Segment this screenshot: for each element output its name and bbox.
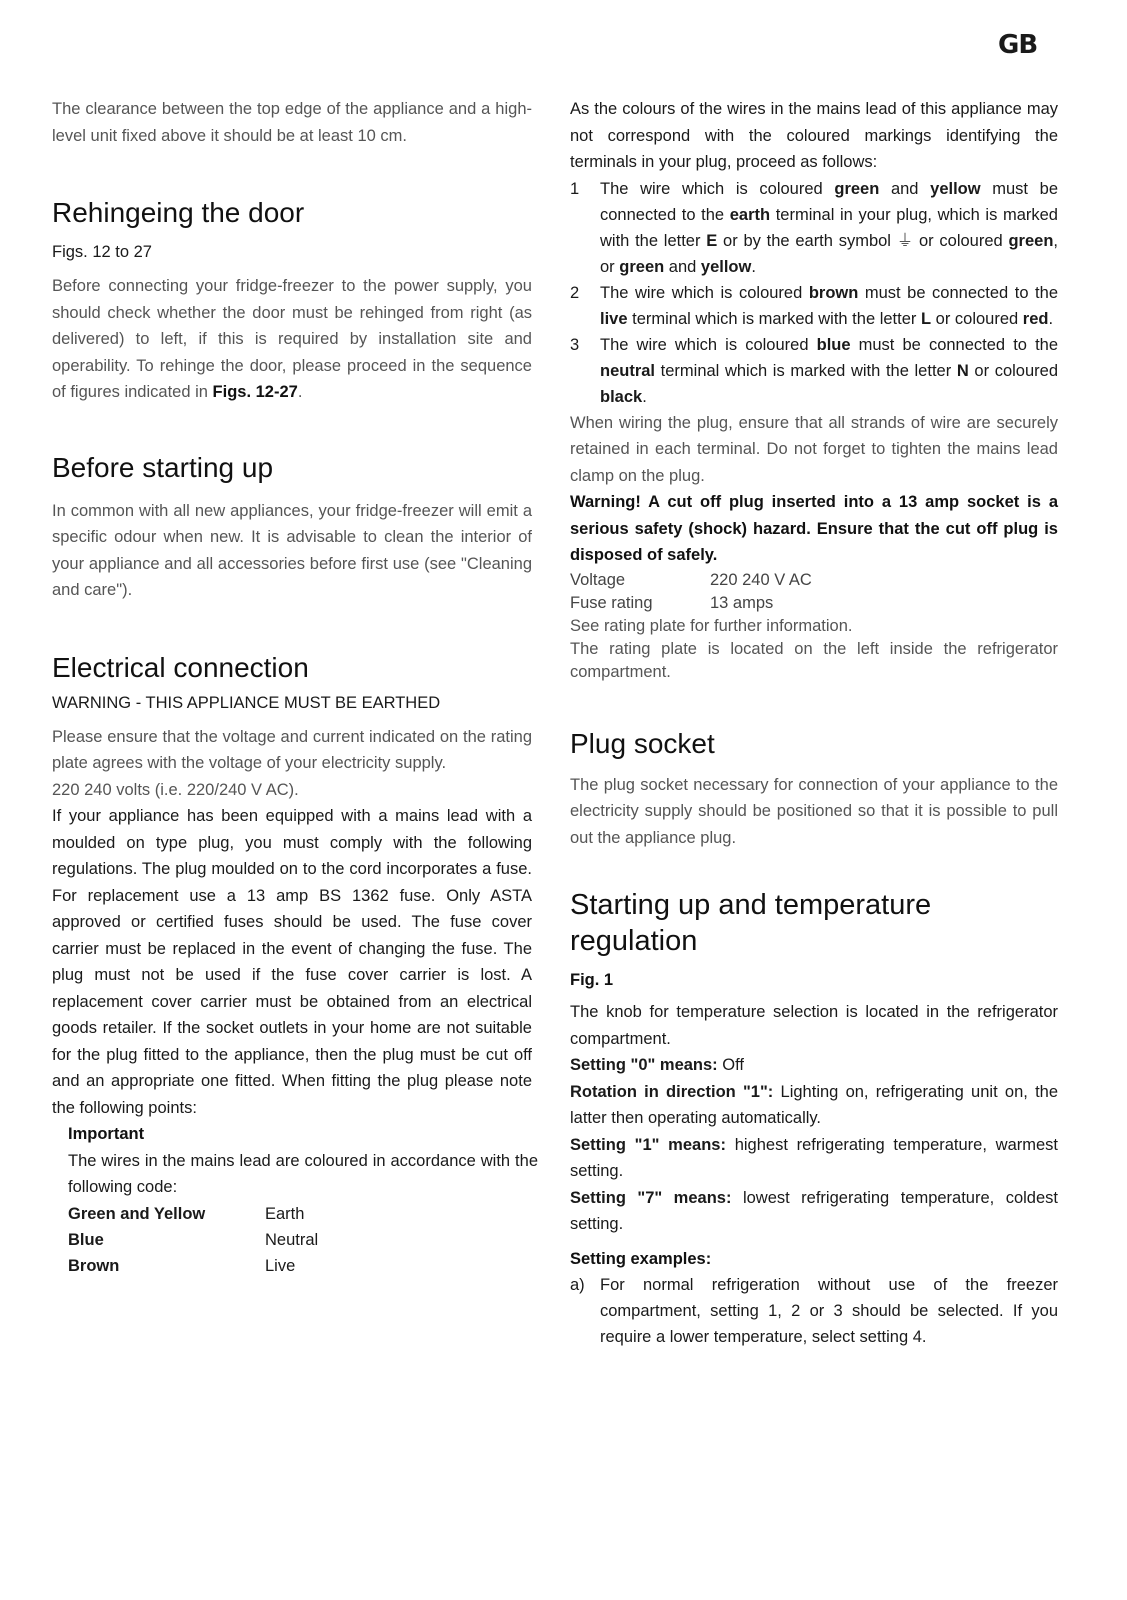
step-text: and xyxy=(879,179,931,198)
step-text: and xyxy=(664,257,701,276)
step-number: 2 xyxy=(570,283,580,302)
step-bold: live xyxy=(600,309,628,328)
electrical-p4: The wires in the mains lead are coloured in accordance with the following code: xyxy=(68,1151,538,1196)
step-bold: yellow xyxy=(930,179,981,198)
setting-label: Setting "7" means: xyxy=(570,1188,732,1207)
colour-code-row xyxy=(68,1227,552,1253)
spec-label: Voltage xyxy=(570,570,626,589)
colour-code-row xyxy=(68,1201,552,1227)
wire-colours-intro: As the colours of the wires in the mains lead of this appliance may not correspond with the coloured markings identifying the terminals in your plug, proceed as follows: xyxy=(570,100,1058,171)
wiring-steps xyxy=(570,176,1058,410)
step-text: or by the earth symbol ⏚ or coloured xyxy=(717,231,1009,250)
startup-body: The knob for temperature selection is located in the refrigerator compartment. xyxy=(570,1003,1058,1048)
rehinge-body-end: . xyxy=(297,383,303,401)
step-bold: L xyxy=(920,309,932,328)
step-text: terminal in your plug, which is marked with the letter xyxy=(600,205,1058,250)
step-bold: neutral xyxy=(600,361,656,380)
rehinge-body-text: Before connecting your fridge-freezer to the power supply, you should check whether the door must be rehinged from right (as delivered) to left, if this is required by installation site and operability. To rehinge the door, please proceed in the sequence of figures indicated in xyxy=(52,277,532,401)
step-text: The wire which is coloured xyxy=(600,283,809,302)
colour-name: Brown xyxy=(68,1256,120,1275)
important-label: Important xyxy=(68,1125,145,1143)
step-bold: green xyxy=(619,257,665,276)
example-marker: a) xyxy=(570,1276,585,1294)
step-bold: green xyxy=(834,179,880,198)
rehinge-figs: Figs. 12 to 27 xyxy=(52,243,152,261)
electrical-heading: Electrical connection xyxy=(52,651,309,683)
startup-fig: Fig. 1 xyxy=(570,971,614,989)
setting-label: Rotation in direction "1": xyxy=(570,1082,774,1101)
step-bold: E xyxy=(706,231,718,250)
electrical-p2: 220 240 volts (i.e. 220/240 V AC). xyxy=(52,780,299,799)
electrical-p3: If your appliance has been equipped with a mains lead with a moulded on type plug, you must comply with the following regulations. The plug moulded on to the cord incorporates a fuse. For replacement use a 13 amp BS 1362 fuse. Only ASTA approved or certified fuses should be used. The fuse cover carrier must be replaced in the event of changing the fuse. The plug must not be used if the fuse cover carrier is lost. A replacement cover carrier must be obtained from an electrical goods retailer. If the socket outlets in your home are not suitable for the plug fitted to the appliance, then the plug must be cut off and an appropriate one fitted. When fitting the plug please note the following points: xyxy=(52,807,532,1117)
startup-heading-line2: regulation xyxy=(570,925,698,957)
step-text: terminal which is marked with the letter xyxy=(655,361,957,380)
step-bold: earth xyxy=(729,205,771,224)
step-bold: black xyxy=(600,387,643,406)
plug-socket-body: The plug socket necessary for connection of your appliance to the electricity supply should be positioned so that it is possible to pull out the appliance plug. xyxy=(570,775,1058,847)
rehinge-body xyxy=(52,273,532,406)
step-bold: N xyxy=(956,361,969,380)
setting-line xyxy=(570,1185,1058,1238)
setting-text: lowest refrigerating temperature, coldest setting. xyxy=(570,1188,1058,1233)
colour-meaning: Live xyxy=(265,1256,296,1275)
colour-code-table xyxy=(68,1201,552,1279)
step-text: The wire which is coloured xyxy=(600,179,835,198)
wiring-step xyxy=(570,332,1058,410)
step-number: 1 xyxy=(570,179,580,198)
step-text: must be connected to the xyxy=(850,335,1059,354)
colour-name: Green and Yellow xyxy=(68,1204,206,1223)
setting-line xyxy=(570,1052,1058,1079)
spec-label: Fuse rating xyxy=(570,593,653,612)
step-text: The wire which is coloured xyxy=(600,335,817,354)
startup-heading-line1: Starting up and temperature xyxy=(570,889,932,921)
before-startup-body: In common with all new appliances, your fridge-freezer will emit a specific odour when new. It is advisable to clean the interior of your appliance and all accessories before first use (see "Cleaning and care"). xyxy=(52,501,532,599)
spec-row xyxy=(570,569,1058,592)
rehinge-body-figs: Figs. 12-27 xyxy=(212,383,298,401)
step-number: 3 xyxy=(570,335,580,354)
setting-example xyxy=(570,1272,1058,1350)
before-startup-heading: Before starting up xyxy=(52,451,274,483)
setting-label: Setting "0" means: xyxy=(570,1056,718,1074)
step-bold: blue xyxy=(816,335,851,354)
setting-line xyxy=(570,1132,1058,1185)
electrical-warning: WARNING - THIS APPLIANCE MUST BE EARTHED xyxy=(52,693,441,712)
setting-examples-title: Setting examples: xyxy=(570,1249,712,1268)
wiring-step xyxy=(570,280,1058,332)
rehinge-heading: Rehingeing the door xyxy=(52,197,305,228)
setting-line xyxy=(570,1079,1058,1132)
colour-meaning: Earth xyxy=(265,1204,305,1223)
step-bold: red xyxy=(1022,309,1049,328)
spec-row xyxy=(570,592,1058,615)
setting-label: Setting "1" means: xyxy=(570,1135,726,1154)
spec-value: 220 240 V AC xyxy=(710,570,812,589)
setting-text: Off xyxy=(717,1056,744,1074)
plug-socket-heading: Plug socket xyxy=(570,727,715,759)
setting-examples xyxy=(570,1272,1058,1350)
colour-code-row xyxy=(68,1253,552,1279)
setting-text: Lighting on, refrigerating unit on, the latter then operating automatically. xyxy=(570,1082,1059,1127)
wiring-step xyxy=(570,176,1058,280)
step-bold: green xyxy=(1008,231,1054,250)
step-bold: yellow xyxy=(700,257,752,276)
step-text: must be connected to the xyxy=(858,283,1058,302)
page-language-tag: GB xyxy=(998,30,1038,60)
step-text: terminal which is marked with the letter xyxy=(627,309,921,328)
rating-plate-info: See rating plate for further information. xyxy=(570,616,853,635)
colour-name: Blue xyxy=(68,1230,104,1249)
step-text: or coloured xyxy=(931,309,1023,328)
clearance-paragraph: The clearance between the top edge of the appliance and a high-level unit fixed above it should be at least 10 cm. xyxy=(52,100,532,145)
cut-off-plug-warning: Warning! A cut off plug inserted into a 13 amp socket is a serious safety (shock) hazard. Ensure that the cut off plug is disposed of safely. xyxy=(570,493,1058,564)
wiring-paragraph: When wiring the plug, ensure that all strands of wire are securely retained in each terminal. Do not forget to tighten the mains lead clamp on the plug. xyxy=(570,413,1058,485)
step-text: or coloured xyxy=(968,361,1058,380)
step-bold: brown xyxy=(808,283,859,302)
step-text: must be connected to the xyxy=(600,179,1058,224)
left-column xyxy=(52,96,552,1279)
step-text: . xyxy=(642,387,647,406)
colour-meaning: Neutral xyxy=(265,1230,319,1249)
electrical-p1: Please ensure that the voltage and current indicated on the rating plate agrees with the voltage of your electricity supply. xyxy=(52,727,532,772)
example-text: For normal refrigeration without use of the freezer compartment, setting 1, 2 or 3 should be selected. If you require a lower temperature, select setting 4. xyxy=(600,1276,1058,1346)
rating-plate-location: The rating plate is located on the left inside the refrigerator compartment. xyxy=(570,639,1058,681)
step-text: , or xyxy=(600,231,1058,276)
spec-value: 13 amps xyxy=(710,593,774,612)
setting-text: highest refrigerating temperature, warmest setting. xyxy=(570,1135,1058,1180)
step-text: . xyxy=(1048,309,1054,328)
step-text: . xyxy=(751,257,756,276)
right-column xyxy=(570,96,1058,1350)
